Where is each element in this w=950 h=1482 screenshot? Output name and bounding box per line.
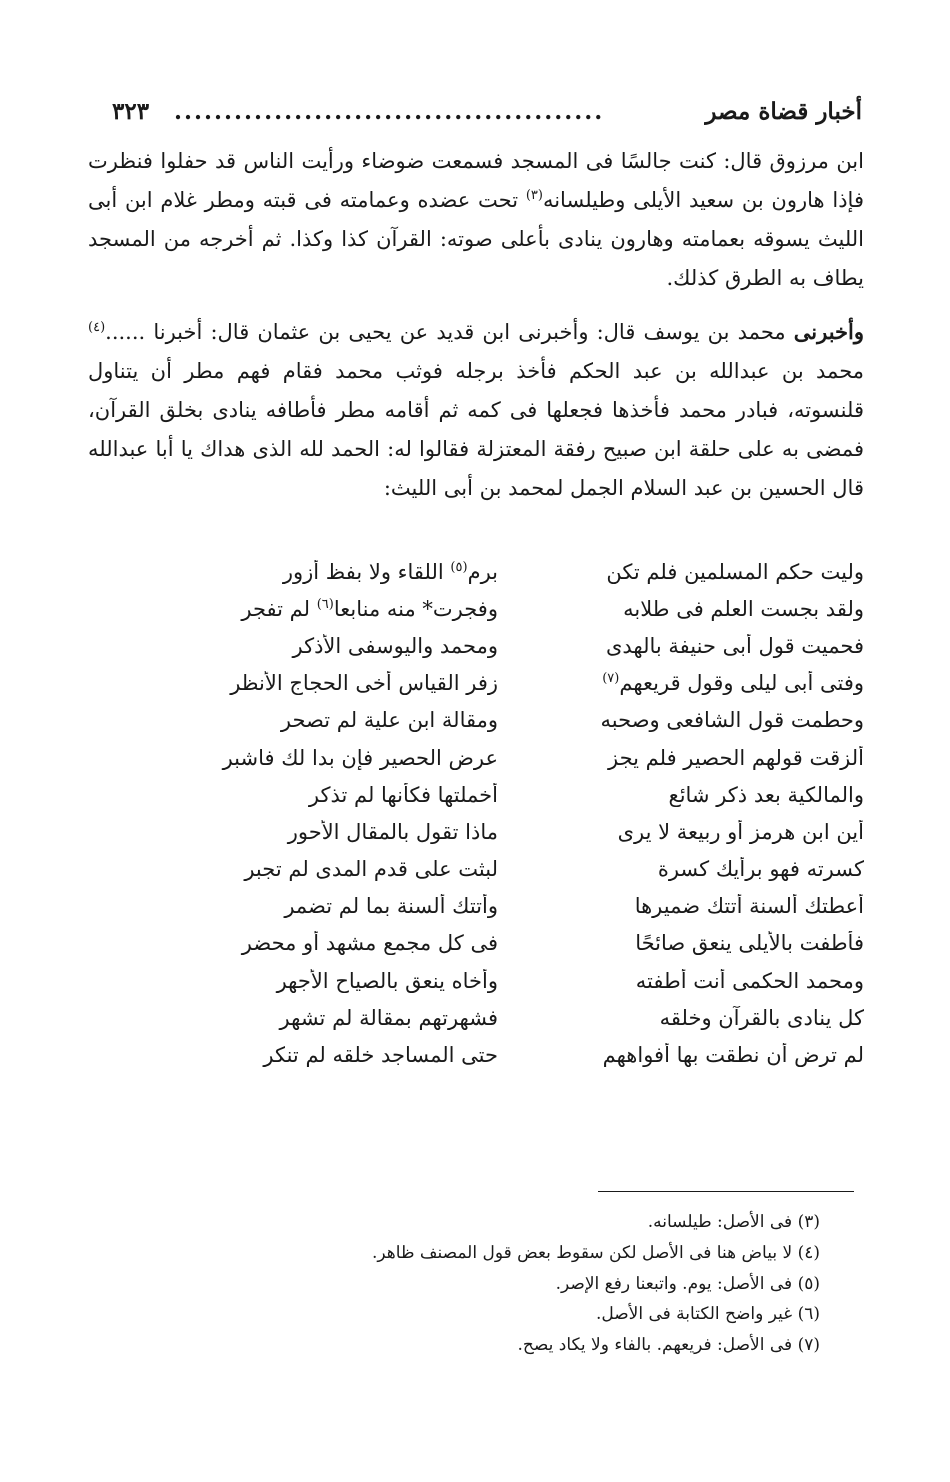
footnote-ref[interactable]: (٧) [602,671,620,687]
verse-first-hemistich [534,746,864,770]
footnotes [120,1207,820,1361]
hemistich-text: كسرته فهو برأيك كسرة [657,857,864,882]
footnote-divider [598,1191,854,1192]
paragraph-2 [88,312,864,508]
verse-first-hemistich [534,597,864,621]
hemistich-text: وأتتك ألسنة بما لم تضمر [284,894,498,919]
hemistich-text: لبثت على قدم المدى لم تجبر [244,857,498,882]
poem-verse [164,888,864,925]
verse-first-hemistich [534,894,864,918]
verse-first-hemistich [534,560,864,584]
verse-first-hemistich [534,820,864,844]
paragraph-1 [88,142,864,298]
dot-leader: ........................................... [174,98,605,125]
hemistich-text: عرض الحصير فإن بدا لك فاشبر [222,745,498,770]
verse-first-hemistich [534,969,864,993]
paragraph-2-text-b: محمد بن عبدالله بن عبد الحكم فأخذ برجله فوثب محمد فقام فهم مطر أن يتناول قلنسوته، فبادر محمد فأخذها فجعلها فى كمه ثم أقامه مطر فأطافه ينادى بخلق القرآن، فمضى به على حلقة ابن صبيح رفقة المعتزلة فقالوا له: الحمد لله الذى هداك يا أبا عبدالله قال الحسين بن عبد السلام الجمل لمحمد بن أبى الليث: [88,359,864,500]
hemistich-text: أعطتك ألسنة أتتك ضميرها [634,894,864,919]
hemistich-text: فى كل مجمع مشهد أو محضر [241,931,498,956]
poem-verse [164,851,864,888]
verse-second-hemistich [168,560,498,584]
footnote-7: (٧) فى الأصل: فريعهم. بالفاء ولا يكاد يصح. [517,1335,820,1356]
hemistich-text: ومقالة ابن علية لم تصحر [280,708,498,733]
paragraph-1-text-a: ابن مرزوق قال: كنت جالسًا فى المسجد فسمعت ضوضاء ورأيت الناس قد حفلوا فنظرت فإذا هارون بن سعيد الأيلى وطيلسانه [88,149,864,212]
hemistich-text: وفتى أبى ليلى وقول قريعهم [619,671,864,696]
poem-verse [164,776,864,813]
footnote-ref-4[interactable]: (٤) [88,320,106,335]
poem-verse [164,925,864,962]
paragraph-1-text-b: تحت عضده وعمامته فى قبته ومطر غلام ابن أبى الليث يسوقه بعمامته وهارون ينادى بأعلى صوته: القرآن كذا وكذا. ثم أخرجه من المسجد يطاف به الطرق كذلك. [88,188,864,290]
verse-first-hemistich [534,857,864,881]
poem-verse [164,999,864,1036]
page-number: ٣٢٣ [112,98,150,125]
hemistich-text: وفجرت* منه منابعا [333,596,498,621]
paragraph-2-lead: وأخبرنى [793,319,864,344]
verse-second-hemistich [168,931,498,955]
verse-second-hemistich [168,708,498,732]
poem-verse [164,590,864,627]
running-title: أخبار قضاة مصر [705,98,862,125]
hemistich-text: وليت حكم المسلمين فلم تكن [606,559,864,584]
hemistich-text: لم ترض أن نطقت بها أفواههم [602,1043,864,1068]
verse-second-hemistich [168,820,498,844]
running-header [112,98,862,138]
hemistich-text: وأخاه ينعق بالصياح الأجهر [276,968,498,993]
verse-first-hemistich [534,634,864,658]
body-text [88,142,864,508]
verse-second-hemistich [168,894,498,918]
footnote-ref-3[interactable]: (٣) [525,188,543,203]
verse-second-hemistich [168,671,498,695]
footnote-4: (٤) لا بياض هنا فى الأصل لكن سقوط بعض قول المصنف ظاهر. [372,1242,820,1263]
verse-first-hemistich [534,783,864,807]
hemistich-text-rest: اللقاء ولا بفظ أزور [282,559,451,584]
hemistich-text: برم [467,559,498,584]
paragraph-2-text-a: محمد بن يوسف قال: وأخبرنى ابن قديد عن يحيى بن عثمان قال: أخبرنا ...... [105,320,794,344]
footnote-ref[interactable]: (٥) [450,559,468,575]
poem-verse [164,627,864,664]
hemistich-text: ومحمد واليوسفى الأذكر [292,633,498,658]
hemistich-text: وحطمت قول الشافعى وصحبه [600,708,864,733]
poem [164,553,864,1074]
verse-first-hemistich [534,931,864,955]
footnote-ref[interactable]: (٦) [316,596,334,612]
verse-second-hemistich [168,1006,498,1030]
verse-first-hemistich [534,708,864,732]
verse-second-hemistich [168,746,498,770]
hemistich-text: زفر القياس أخى الحجاج الأنظر [230,671,498,696]
poem-verse [164,553,864,590]
hemistich-text: فشهرتهم بمقالة لم تشهر [279,1005,498,1030]
hemistich-text: فأطفت بالأيلى ينعق صائحًا [635,931,864,956]
poem-verse [164,813,864,850]
hemistich-text: أين ابن هرمز أو ربيعة لا يرى [617,819,864,844]
footnote-5: (٥) فى الأصل: يوم. واتبعنا رفع الإصر. [555,1273,820,1294]
poem-verse [164,962,864,999]
hemistich-text-rest: لم تفجر [241,596,317,621]
footnote-3: (٣) فى الأصل: طيلسانه. [647,1212,820,1232]
hemistich-text: ماذا تقول بالمقال الأحور [287,819,498,844]
poem-verse [164,702,864,739]
hemistich-text: كل ينادى بالقرآن وخلقه [659,1005,864,1030]
poem-verse [164,665,864,702]
hemistich-text: حتى المساجد خلقه لم تنكر [263,1043,498,1068]
verse-first-hemistich [534,1006,864,1030]
verse-second-hemistich [168,969,498,993]
hemistich-text: فحميت قول أبى حنيفة بالهدى [605,633,864,658]
poem-verse [164,739,864,776]
verse-second-hemistich [168,857,498,881]
verse-first-hemistich [534,671,864,695]
poem-verse [164,1036,864,1073]
hemistich-text: ألزقت قولهم الحصير فلم يجز [608,745,864,770]
verse-second-hemistich [168,597,498,621]
verse-first-hemistich [534,1043,864,1067]
verse-second-hemistich [168,783,498,807]
hemistich-text: والمالكية بعد ذكر شائع [668,782,864,807]
hemistich-text: أخملتها فكأنها لم تذكر [308,782,498,807]
verse-second-hemistich [168,1043,498,1067]
footnote-6: (٦) غير واضح الكتابة فى الأصل. [595,1304,820,1325]
hemistich-text: ومحمد الحكمى أنت أطفته [635,968,864,993]
verse-second-hemistich [168,634,498,658]
hemistich-text: ولقد بجست العلم فى طلابه [623,596,864,621]
